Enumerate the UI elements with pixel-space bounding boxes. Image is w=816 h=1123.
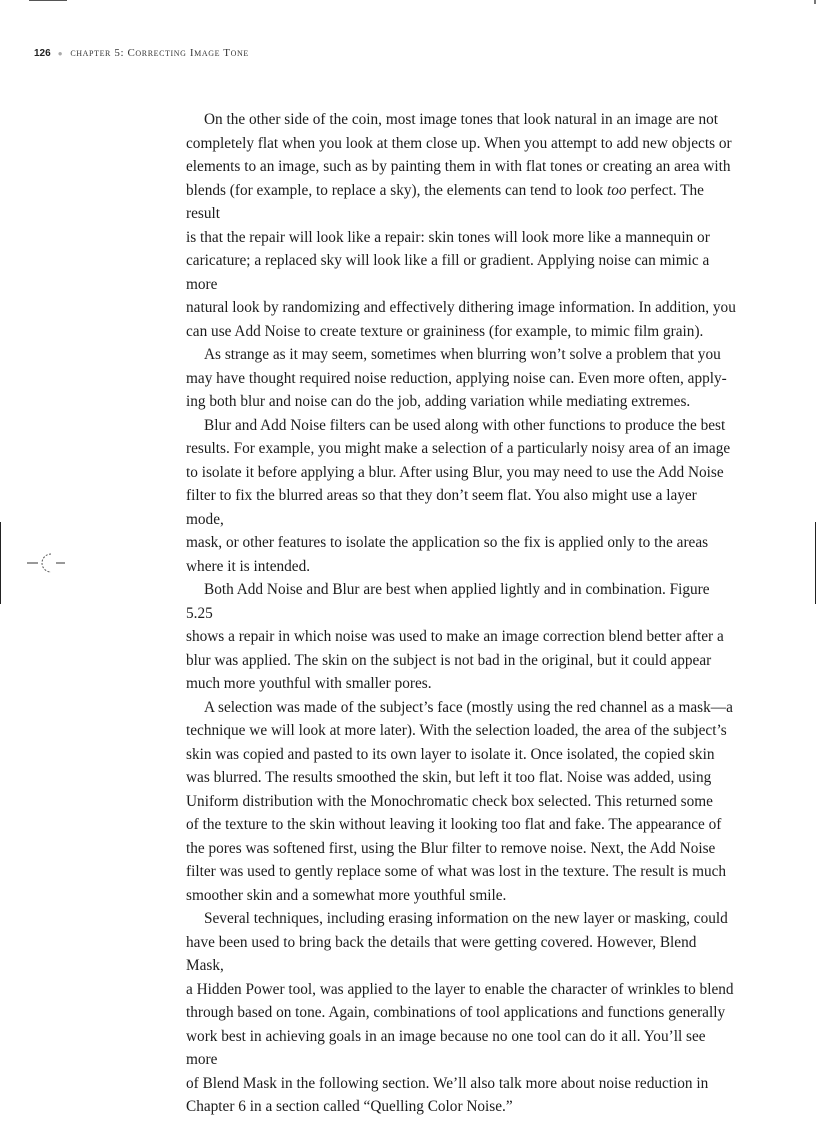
text-line: mask, or other features to isolate the application so the fix is applied only to the areas <box>186 534 709 551</box>
chapter-title: chapter 5: Correcting Image Tone <box>70 47 249 59</box>
text-line: work best in achieving goals in an image because no one tool can do it all. You’ll see more <box>186 1027 706 1068</box>
text-line: technique we will look at more later). With the selection loaded, the area of the subject’s <box>186 722 727 739</box>
text-line: the pores was softened first, using the Blur filter to remove noise. Next, the Add Noise <box>186 839 716 857</box>
text-line: shows a repair in which noise was used to make an image correction blend better after a <box>186 628 724 645</box>
text-line: filter was used to gently replace some of what was lost in the texture. The result is much <box>186 863 727 880</box>
text-line: results. For example, you might make a selection of a particularly noisy area of an image <box>186 440 731 457</box>
text-line: Uniform distribution with the Monochromatic check box selected. This returned some <box>186 792 713 810</box>
text-line: Chapter 6 in a section called “Quelling Color Noise.” <box>186 1098 513 1115</box>
text-line: elements to an image, such as by painting them in with flat tones or creating an area with <box>186 158 731 175</box>
text-line: of Blend Mask in the following section. We’ll also talk more about noise reduction in <box>186 1074 709 1092</box>
text-line: A selection was made of the subject’s face (mostly using the red channel as a mask—a <box>204 698 733 716</box>
text-line: Blur and Add Noise filters can be used along with other functions to produce the best <box>204 416 726 434</box>
text-line: ing both blur and noise can do the job, adding variation while mediating extremes. <box>186 393 691 410</box>
text-line: through based on tone. Again, combinations of tool applications and functions generally <box>186 1004 726 1021</box>
body-text <box>186 108 738 1119</box>
header-separator-icon: ● <box>57 49 64 58</box>
text-line: of the texture to the skin without leaving it looking too flat and fake. The appearance of <box>186 816 722 833</box>
paragraph <box>186 343 738 414</box>
text-line: smoother skin and a somewhat more youthful smile. <box>186 886 507 904</box>
text-line: is that the repair will look like a repair: skin tones will look more like a mannequin or <box>186 228 710 246</box>
registration-mark-icon <box>27 551 67 575</box>
running-head <box>34 47 249 59</box>
text-line: where it is intended. <box>186 557 311 575</box>
paragraph <box>186 696 738 908</box>
text-line: blends (for example, to replace a sky), the elements can tend to look <box>186 181 607 199</box>
paragraph <box>186 578 738 696</box>
text-line: have been used to bring back the details that were getting covered. However, Blend Mask, <box>186 933 697 974</box>
paragraph <box>186 907 738 1119</box>
text-line: filter to fix the blurred areas so that they don’t seem flat. You also might use a layer mode, <box>186 487 697 528</box>
text-line: completely flat when you look at them close up. When you attempt to add new objects or <box>186 134 732 152</box>
crop-mark-top <box>29 0 67 1</box>
paragraph <box>186 414 738 579</box>
text-line: On the other side of the coin, most image tones that look natural in an image are not <box>204 111 719 128</box>
text-line: natural look by randomizing and effectively dithering image information. In addition, you <box>186 299 736 316</box>
text-line: may have thought required noise reduction, applying noise can. Even more often, apply- <box>186 369 727 387</box>
paragraph <box>186 108 738 343</box>
text-line: to isolate it before applying a blur. After using Blur, you may need to use the Add Noise <box>186 463 724 481</box>
text-line: Both Add Noise and Blur are best when applied lightly and in combination. Figure 5.25 <box>186 581 710 622</box>
text-line-end: perfect. The result <box>186 181 704 222</box>
text-line: was blurred. The results smoothed the skin, but left it too flat. Noise was added, using <box>186 769 712 786</box>
emphasis-text: too <box>606 181 627 199</box>
text-line: As strange as it may seem, sometimes when blurring won’t solve a problem that you <box>204 346 721 363</box>
text-line: much more youthful with smaller pores. <box>186 675 432 692</box>
text-line: skin was copied and pasted to its own layer to isolate it. Once isolated, the copied skin <box>186 745 715 763</box>
text-line: a Hidden Power tool, was applied to the layer to enable the character of wrinkles to blend <box>186 980 734 998</box>
page-number: 126 <box>34 48 51 59</box>
text-line: blur was applied. The skin on the subject is not bad in the original, but it could appear <box>186 651 712 669</box>
text-line: caricature; a replaced sky will look like a fill or gradient. Applying noise can mimic a more <box>186 252 710 293</box>
crop-mark-left <box>0 522 1 604</box>
text-line: Several techniques, including erasing information on the new layer or masking, could <box>204 910 728 927</box>
text-line: can use Add Noise to create texture or graininess (for example, to mimic film grain). <box>186 322 704 340</box>
